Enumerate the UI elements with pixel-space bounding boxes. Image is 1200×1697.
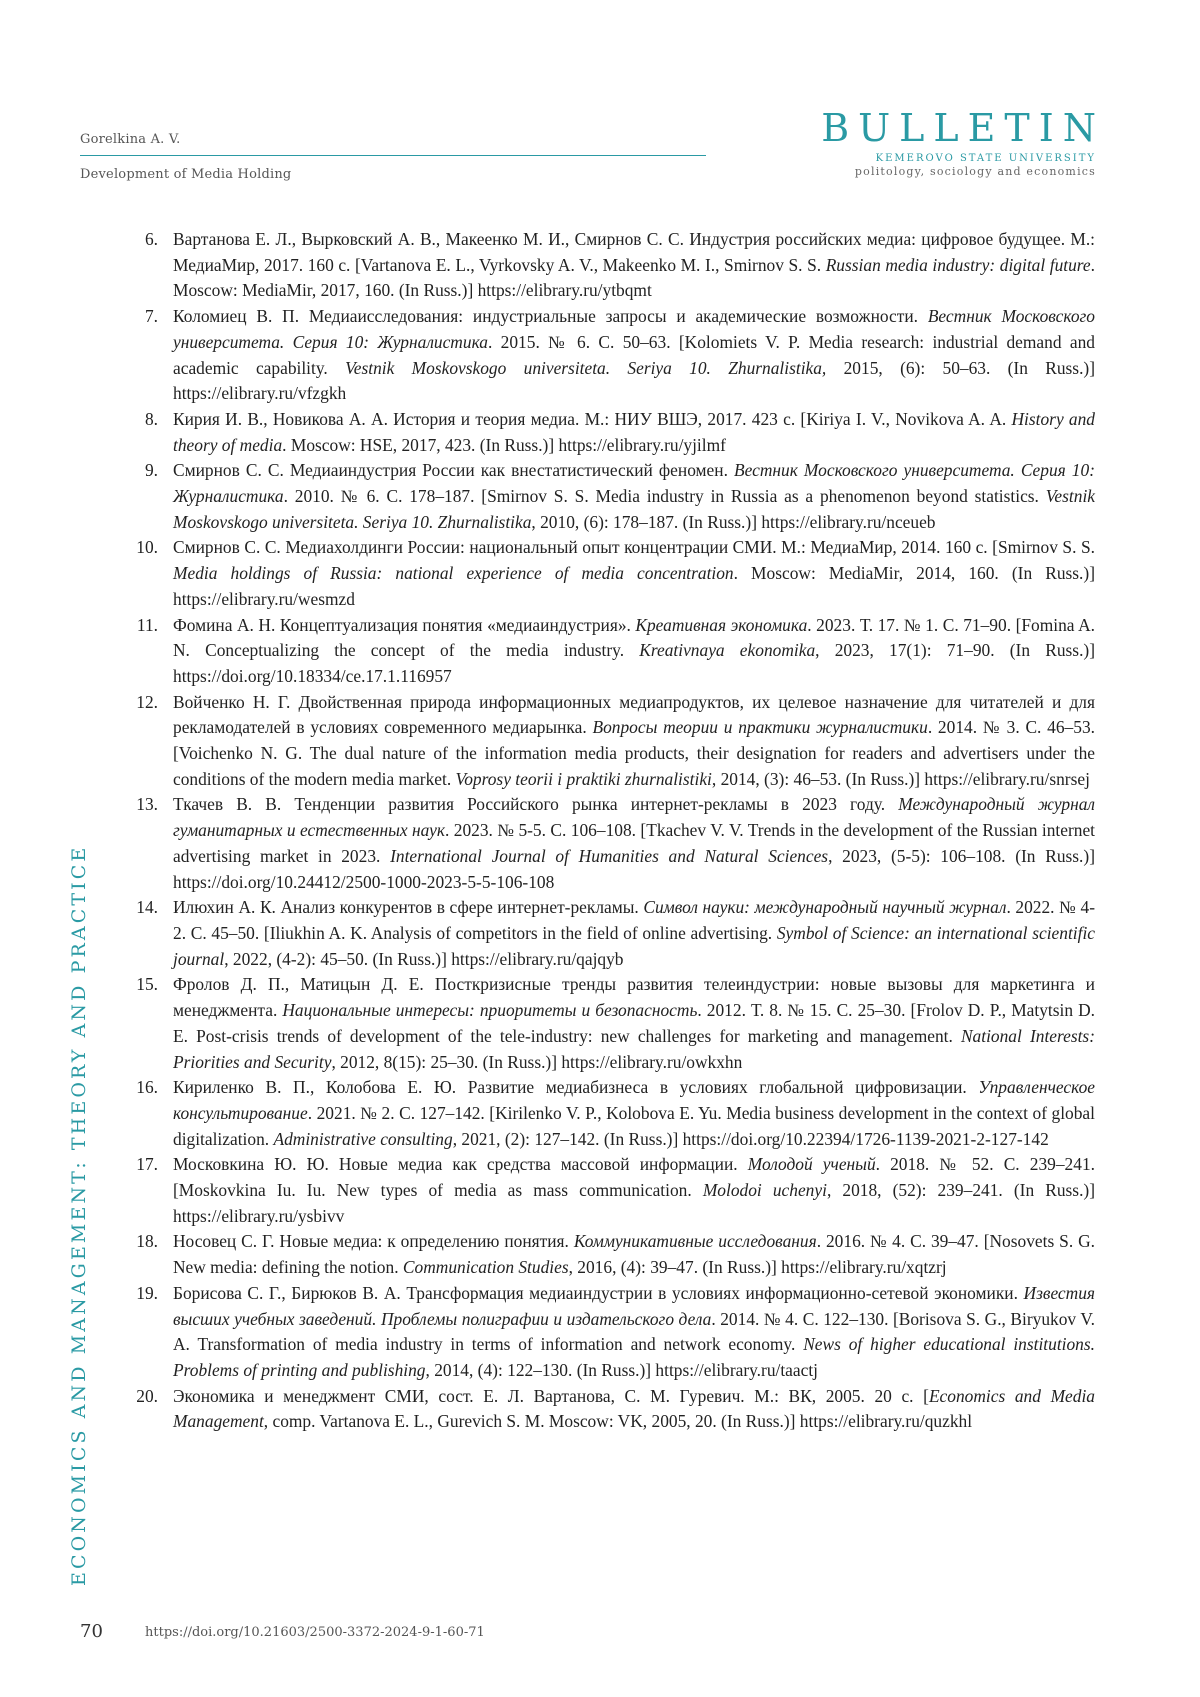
reference-number: 11.	[136, 614, 158, 635]
running-head-author: Gorelkina A. V.	[80, 132, 181, 147]
reference-segment: . 2015. № 6. С. 50–63. [Kolomiets V. P. Media research: industrial demand and academic capability.	[173, 331, 1095, 378]
reference-segment: Кириленко В. П., Колобова Е. Ю. Развитие медиабизнеса в условиях глобальной цифровизации.	[173, 1077, 979, 1098]
reference-item	[0, 1152, 1200, 1229]
reference-item	[0, 613, 1200, 690]
reference-text	[173, 407, 1095, 458]
reference-source-italic: Media holdings of Russia: national experience of media concentration	[173, 563, 734, 584]
reference-source-italic: Управленческое консультирование	[173, 1077, 1095, 1123]
reference-item	[0, 535, 1200, 612]
reference-segment: , 2018, (52): 239–241. (In Russ.)] https://elibrary.ru/ysbivv	[173, 1180, 1096, 1226]
reference-segment: 2015, (6): 50–63. (In Russ.)] https://elibrary.ru/vfzgkh	[173, 357, 1095, 404]
reference-number: 12.	[136, 691, 158, 712]
reference-number: 19.	[136, 1282, 158, 1303]
reference-source-italic: History and theory of media	[173, 408, 1095, 455]
reference-segment: , 2021, (2): 127–142. (In Russ.)] https://doi.org/10.22394/1726-1139-2021-2-127-142	[452, 1128, 1049, 1149]
reference-number: 13.	[136, 794, 158, 815]
reference-segment: Илюхин А. К. Анализ конкурентов в сфере интернет-рекламы.	[173, 897, 644, 918]
reference-item	[0, 458, 1200, 535]
reference-item	[0, 1384, 1200, 1435]
reference-source-italic: Communication Studies	[402, 1257, 569, 1278]
reference-source-italic: Вестник Московского университета. Серия 10: Журналистика	[173, 306, 1095, 352]
reference-number: 18.	[136, 1231, 158, 1252]
reference-text	[173, 535, 1095, 612]
reference-text	[173, 1229, 1095, 1280]
reference-text	[173, 227, 1095, 304]
reference-item	[0, 1229, 1200, 1280]
reference-text	[173, 458, 1095, 535]
reference-segment: . Moscow: MediaMir, 2014, 160. (In Russ.)] https://elibrary.ru/wesmzd	[173, 563, 1095, 609]
reference-text	[173, 613, 1095, 690]
reference-number: 14.	[136, 897, 158, 918]
reference-segment: , 2016, (4): 39–47. (In Russ.)] https://elibrary.ru/xqtzrj	[568, 1257, 947, 1278]
reference-item	[0, 1075, 1200, 1152]
reference-segment: Фролов Д. П., Матицын Д. Е. Посткризисные тренды развития телеиндустрии: новые вызовы для маркетинга и менеджмента.	[173, 974, 1095, 1021]
reference-segment: Экономика и менеджмент СМИ, сост. Е. Л. Вартанова, С. М. Гуревич. М.: ВК, 2005. 20 с. [	[173, 1385, 929, 1406]
reference-segment: Борисова С. Г., Бирюков В. А. Трансформация медиаиндустрии в условиях информационно-сетевой экономики.	[173, 1282, 1024, 1303]
reference-text	[173, 1152, 1095, 1229]
reference-text	[173, 690, 1095, 793]
reference-text	[173, 972, 1095, 1075]
reference-segment: Московкина Ю. Ю. Новые медиа как средства массовой информации.	[173, 1154, 748, 1175]
reference-number: 10.	[136, 537, 158, 558]
reference-segment: Войченко Н. Г. Двойственная природа информационных медиапродуктов, их целевое назначение для читателей и для рекламодателей в условиях современного медиарынка.	[173, 691, 1095, 738]
reference-segment: , 2012, 8(15): 25–30. (In Russ.)] https://elibrary.ru/owkxhn	[331, 1051, 743, 1072]
reference-segment: , 2023, 17(1): 71–90. (In Russ.)] https://doi.org/10.18334/ce.17.1.116957	[173, 640, 1095, 686]
reference-segment: . 2010. № 6. С. 178–187. [Smirnov S. S. Media industry in Russia as a phenomenon beyond statistics.	[283, 486, 1046, 507]
reference-text	[173, 1075, 1095, 1152]
reference-segment: . Moscow: HSE, 2017, 423. (In Russ.)] https://elibrary.ru/yjilmf	[282, 434, 726, 455]
reference-text	[173, 304, 1095, 407]
reference-source-italic: Administrative consulting	[273, 1128, 453, 1149]
reference-item	[0, 895, 1200, 972]
reference-segment: . 2021. № 2. С. 127–142. [Kirilenko V. P., Kolobova E. Yu. Media business development in the context of global digitalization.	[173, 1102, 1095, 1149]
reference-segment: Фомина А. Н. Концептуализация понятия «медиаиндустрия».	[173, 614, 636, 635]
reference-segment: Смирнов С. С. Медиахолдинги России: национальный опыт концентрации СМИ. М.: МедиаМир, 2014. 160 с. [Smirnov S. S.	[173, 537, 1095, 558]
reference-item	[0, 407, 1200, 458]
reference-source-italic: Economics and Media Management	[173, 1385, 1095, 1432]
reference-source-italic: News of higher educational institutions. Problems of printing and publishing	[173, 1334, 1095, 1380]
reference-source-italic: Molodoi uchenyi	[702, 1180, 827, 1201]
journal-title: BULLETIN	[821, 106, 1105, 150]
reference-number: 15.	[136, 974, 158, 995]
page-number: 70	[80, 1621, 103, 1642]
reference-segment: , 2014, (4): 122–130. (In Russ.)] https://elibrary.ru/taactj	[425, 1359, 819, 1380]
reference-segment: . 2016. № 4. С. 39–47. [Nosovets S. G. New media: defining the notion.	[173, 1231, 1095, 1278]
reference-segment: . 2023. № 5-5. С. 106–108. [Tkachev V. V. Trends in the development of the Russian internet advertising market in 2023.	[173, 820, 1096, 866]
reference-segment: Ткачев В. В. Тенденции развития Российского рынка интернет-рекламы в 2023 году.	[173, 794, 899, 815]
reference-number: 9.	[144, 460, 158, 481]
reference-segment: . 2018. № 52. С. 239–241. [Moskovkina Iu. Iu. New types of media as mass communication.	[173, 1154, 1095, 1201]
reference-number: 8.	[144, 408, 158, 429]
reference-item	[0, 227, 1200, 304]
reference-source-italic: Kreativnaya ekonomika	[639, 640, 816, 661]
reference-segment: , 2010, (6): 178–187. (In Russ.)] https://elibrary.ru/nceueb	[531, 511, 936, 532]
reference-segment: Носовец С. Г. Новые медиа: к определению понятия.	[173, 1231, 574, 1252]
section-side-label: ECONOMICS AND MANAGEMENT: THEORY AND PRACTICE	[68, 844, 90, 1586]
reference-number: 16.	[136, 1077, 158, 1098]
footer-doi: https://doi.org/10.21603/2500-3372-2024-9-1-60-71	[145, 1625, 485, 1640]
reference-number: 7.	[144, 306, 158, 327]
reference-source-italic: Символ науки: международный научный журнал	[643, 897, 1007, 918]
reference-source-italic: Symbol of Science: an international scientific journal	[173, 922, 1095, 969]
reference-number: 17.	[136, 1154, 158, 1175]
reference-text	[173, 895, 1095, 972]
reference-source-italic: Международный журнал гуманитарных и естественных наук	[173, 794, 1095, 841]
reference-text	[173, 1281, 1095, 1384]
reference-source-italic: National Interests: Priorities and Security	[173, 1025, 1095, 1072]
reference-source-italic: Voprosy teorii i praktiki zhurnalistiki	[455, 768, 712, 789]
reference-segment: . 2023. Т. 17. № 1. С. 71–90. [Fomina A. N. Conceptualizing the concept of the media industry.	[173, 614, 1095, 661]
reference-list	[0, 227, 1200, 1435]
reference-segment: . 2022. № 4-2. С. 45–50. [Iliukhin A. K. Analysis of competitors in the field of online advertising.	[173, 897, 1096, 943]
reference-item	[0, 690, 1200, 793]
journal-brand	[821, 106, 1105, 178]
reference-source-italic: Известия высших учебных заведений. Проблемы полиграфии и издательского дела	[173, 1282, 1095, 1329]
reference-segment: Кирия И. В., Новикова А. А. История и теория медиа. М.: НИУ ВШЭ, 2017. 423 с. [Kiriya I. V., Novikova A. A.	[173, 408, 1012, 429]
reference-source-italic: Коммуникативные исследования	[573, 1231, 817, 1252]
reference-source-italic: Креативная экономика	[635, 614, 808, 635]
reference-segment: . 2012. Т. 8. № 15. С. 25–30. [Frolov D. P., Matytsin D. E. Post-crisis trends of development of the tele-industry: new challenges for marketing and management.	[173, 1000, 1096, 1046]
reference-segment: , 2014, (3): 46–53. (In Russ.)] https://elibrary.ru/snrsej	[711, 768, 1090, 789]
reference-item	[0, 792, 1200, 895]
reference-segment: , 2022, (4-2): 45–50. (In Russ.)] https://elibrary.ru/qajqyb	[224, 948, 624, 969]
reference-number: 6.	[144, 229, 158, 249]
reference-source-italic: Вестник Московского университета. Серия 10: Журналистика	[173, 460, 1095, 507]
reference-segment: , comp. Vartanova E. L., Gurevich S. M. Moscow: VK, 2005, 20. (In Russ.)] https://elibrary.ru/quzkhl	[263, 1411, 973, 1432]
reference-item	[0, 304, 1200, 407]
reference-item	[0, 972, 1200, 1075]
reference-number: 20.	[136, 1385, 158, 1406]
reference-source-italic: Vestnik Moskovskogo universiteta. Seriya 10. Zhurnalistika,	[345, 357, 827, 378]
reference-segment: , 2023, (5-5): 106–108. (In Russ.)] https://doi.org/10.24412/2500-1000-2023-5-5-106-108	[173, 845, 1095, 892]
reference-item	[0, 1281, 1200, 1384]
reference-segment: Вартанова Е. Л., Вырковский А. В., Макеенко М. И., Смирнов С. С. Индустрия российских медиа: цифровое будущее. М.: МедиаМир, 2017. 160 с. [Vartanova E. L., Vyrkovsky A. V., Makeenko M. I., Smirnov S. S.	[173, 229, 1095, 275]
reference-segment: . Moscow: MediaMir, 2017, 160. (In Russ.)] https://elibrary.ru/ytbqmt	[173, 254, 1095, 301]
running-head-title: Development of Media Holding	[80, 167, 292, 182]
reference-source-italic: Национальные интересы: приоритеты и безопасность	[282, 1000, 698, 1021]
reference-source-italic: Vestnik Moskovskogo universiteta. Seriya 10. Zhurnalistika	[173, 486, 1095, 532]
reference-source-italic: Вопросы теории и практики журналистики	[592, 717, 928, 738]
header-divider	[80, 155, 706, 156]
journal-series: politology, sociology and economics	[854, 165, 1096, 178]
reference-source-italic: Russian media industry: digital future	[825, 254, 1091, 275]
reference-source-italic: Молодой ученый	[747, 1154, 876, 1175]
reference-segment: . 2014. № 4. С. 122–130. [Borisova S. G., Biryukov V. A. Transformation of media industry in terms of information and network economy.	[173, 1308, 1095, 1355]
reference-source-italic: International Journal of Humanities and Natural Sciences	[390, 845, 829, 866]
reference-text	[173, 1384, 1095, 1435]
journal-publisher: KEMEROVO STATE UNIVERSITY	[875, 153, 1096, 164]
reference-segment: Смирнов С. С. Медиаиндустрия России как внестатистический феномен.	[173, 460, 734, 481]
reference-segment: Коломиец В. П. Медиаисследования: индустриальные запросы и академические возможности.	[173, 306, 928, 327]
reference-segment: . 2014. № 3. С. 46–53. [Voichenko N. G. The dual nature of the information media products, their designation for readers and advertisers under the conditions of the modern media market.	[173, 717, 1095, 789]
reference-text	[173, 792, 1095, 895]
